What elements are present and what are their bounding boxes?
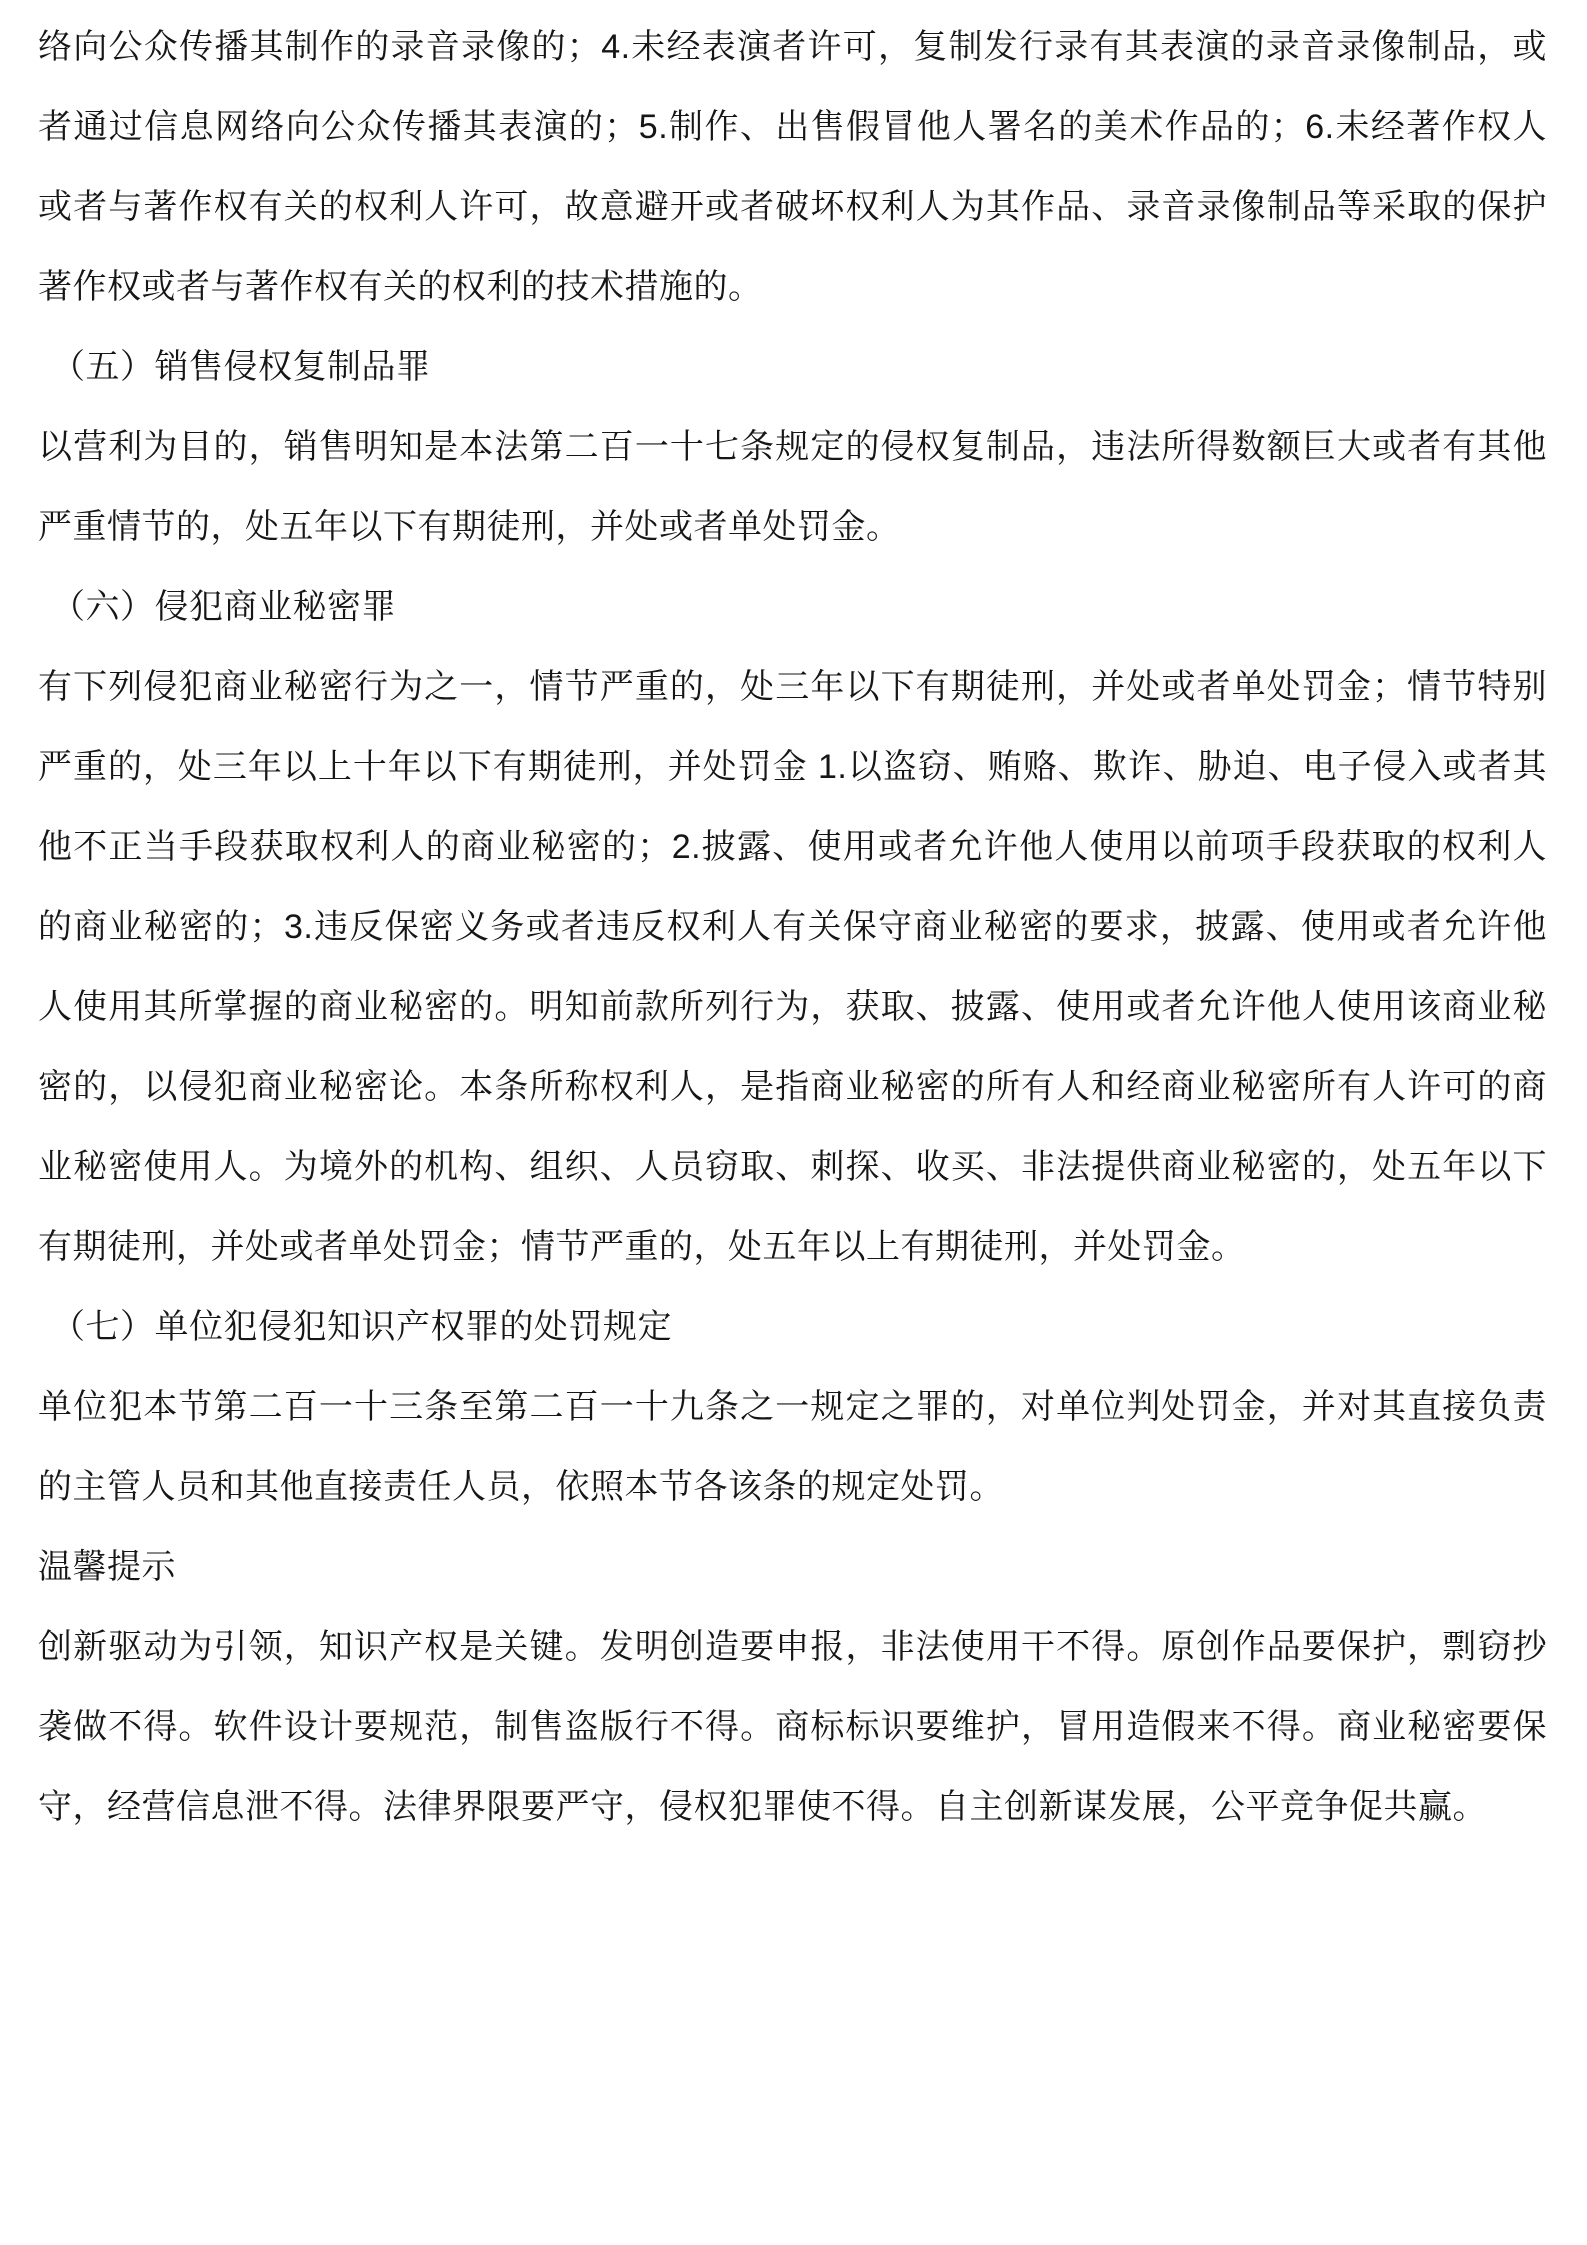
text-line: 以营利为目的，销售明知是本法第二百一十七条规定的侵权复制品，违法所得数额巨大或者有其他 bbox=[38, 428, 1547, 466]
text-line: 有期徒刑，并处或者单处罚金；情节严重的，处五年以上有期徒刑，并处罚金。 bbox=[38, 1228, 1246, 1266]
text-line: 的商业秘密的；3.违反保密义务或者违反权利人有关保守商业秘密的要求，披露、使用或者允许他 bbox=[38, 908, 1547, 946]
text-line: 温馨提示 bbox=[38, 1548, 176, 1586]
text-line: 著作权或者与著作权有关的权利的技术措施的。 bbox=[38, 268, 763, 306]
section-heading: （六）侵犯商业秘密罪 bbox=[51, 588, 396, 626]
text-line: 者通过信息网络向公众传播其表演的；5.制作、出售假冒他人署名的美术作品的；6.未经著作权人 bbox=[38, 108, 1547, 146]
text-line: 守，经营信息泄不得。法律界限要严守，侵权犯罪使不得。自主创新谋发展，公平竞争促共赢。 bbox=[38, 1788, 1487, 1826]
text-line: 严重情节的，处五年以下有期徒刑，并处或者单处罚金。 bbox=[38, 508, 901, 546]
text-line: 络向公众传播其制作的录音录像的；4.未经表演者许可，复制发行录有其表演的录音录像制品，或 bbox=[38, 28, 1547, 66]
text-line: 密的，以侵犯商业秘密论。本条所称权利人，是指商业秘密的所有人和经商业秘密所有人许可的商 bbox=[38, 1068, 1547, 1106]
text-line: 袭做不得。软件设计要规范，制售盗版行不得。商标标识要维护，冒用造假来不得。商业秘密要保 bbox=[38, 1708, 1547, 1746]
text-line: 他不正当手段获取权利人的商业秘密的；2.披露、使用或者允许他人使用以前项手段获取的权利人 bbox=[38, 828, 1547, 866]
text-line: 单位犯本节第二百一十三条至第二百一十九条之一规定之罪的，对单位判处罚金，并对其直接负责 bbox=[38, 1388, 1547, 1426]
text-line: 人使用其所掌握的商业秘密的。明知前款所列行为，获取、披露、使用或者允许他人使用该商业秘 bbox=[38, 988, 1547, 1026]
text-line: 业秘密使用人。为境外的机构、组织、人员窃取、刺探、收买、非法提供商业秘密的，处五年以下 bbox=[38, 1148, 1547, 1186]
text-line: 的主管人员和其他直接责任人员，依照本节各该条的规定处罚。 bbox=[38, 1468, 1004, 1506]
text-line: 严重的，处三年以上十年以下有期徒刑，并处罚金 1.以盗窃、贿赂、欺诈、胁迫、电子侵入或者其 bbox=[38, 748, 1547, 786]
section-heading: （七）单位犯侵犯知识产权罪的处罚规定 bbox=[51, 1308, 672, 1346]
text-line: 或者与著作权有关的权利人许可，故意避开或者破坏权利人为其作品、录音录像制品等采取的保护 bbox=[38, 188, 1547, 226]
text-line: 有下列侵犯商业秘密行为之一，情节严重的，处三年以下有期徒刑，并处或者单处罚金；情节特别 bbox=[38, 668, 1547, 706]
text-line: 创新驱动为引领，知识产权是关键。发明创造要申报，非法使用干不得。原创作品要保护，剽窃抄 bbox=[38, 1628, 1547, 1666]
section-heading: （五）销售侵权复制品罪 bbox=[51, 348, 431, 386]
